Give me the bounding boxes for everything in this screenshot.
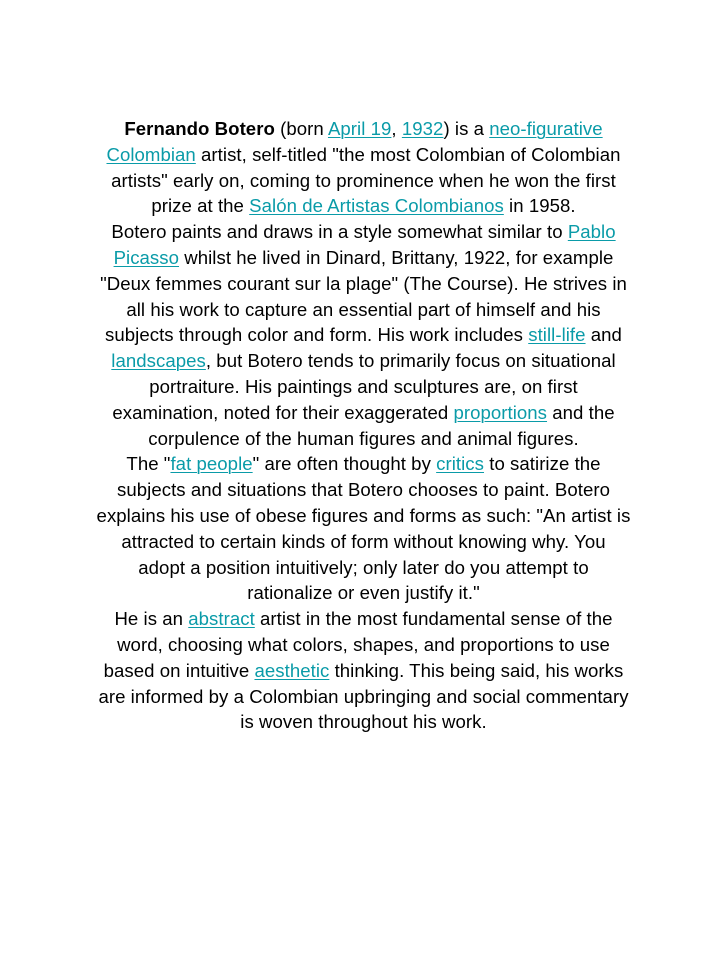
link-fat-people[interactable]: fat people — [170, 453, 253, 475]
link-proportions[interactable]: proportions — [453, 401, 548, 423]
text-span: and — [585, 324, 622, 346]
link-aesthetic[interactable]: aesthetic — [254, 659, 330, 681]
text-span: in 1958. — [503, 195, 576, 217]
paragraph-intro — [96, 116, 631, 219]
text-span: The " — [126, 453, 171, 475]
paragraph-fat-people — [96, 451, 631, 606]
link-salon-de-artistas[interactable]: Salón de Artistas Colombianos — [249, 195, 504, 217]
text-span: artist, self-titled "the most Colombian of Colombian artists" early on, coming to prominence when he won the first prize at the — [111, 143, 621, 217]
text-span: and the corpulence of the human figures and animal figures. — [148, 401, 615, 449]
text-span: " are often thought by — [252, 453, 437, 475]
link-neo-figurative[interactable]: neo-figurative — [489, 118, 603, 139]
text-span: He is an — [114, 608, 189, 630]
paragraph-style — [96, 219, 631, 451]
text-span: thinking. This being said, his works are informed by a Colombian upbringing and social commentary is woven throughout his work. — [98, 659, 629, 733]
paragraph-abstract — [96, 606, 631, 735]
link-pablo-picasso[interactable]: Pablo Picasso — [113, 221, 616, 268]
link-critics[interactable]: critics — [436, 453, 485, 475]
link-1932[interactable]: 1932 — [401, 118, 444, 139]
subject-name: Fernando Botero — [124, 118, 275, 139]
link-april-19[interactable]: April 19 — [327, 118, 392, 139]
text-span: to satirize the subjects and situations that Botero chooses to paint. Botero explains his use of obese figures and forms as such: "An artist is attracted to certain kinds of form without knowing why. You adopt a position intuitively; only later do you attempt to rationalize or even justify it." — [96, 453, 631, 604]
text-span: , — [391, 118, 402, 139]
link-still-life[interactable]: still-life — [528, 324, 586, 346]
text-span: , but Botero tends to primarily focus on situational portraiture. His paintings and sculptures are, on first examination, noted for their exaggerated — [112, 350, 616, 423]
text-span: (born — [274, 118, 328, 139]
text-span: Botero paints and draws in a style somewhat similar to — [111, 221, 568, 243]
link-abstract[interactable]: abstract — [188, 608, 255, 630]
article-body — [96, 116, 631, 735]
link-landscapes[interactable]: landscapes — [111, 350, 206, 372]
text-span: ) is a — [443, 118, 490, 139]
text-span: whilst he lived in Dinard, Brittany, 1922, for example "Deux femmes courant sur la plage" (The Course). He strives in all his work to capture an essential part of himself and his subjects through color and form. His work includes — [100, 246, 627, 346]
text-span: artist in the most fundamental sense of the word, choosing what colors, shapes, and proportions to use based on intuitive — [103, 608, 613, 681]
link-colombian[interactable]: Colombian — [106, 143, 196, 165]
